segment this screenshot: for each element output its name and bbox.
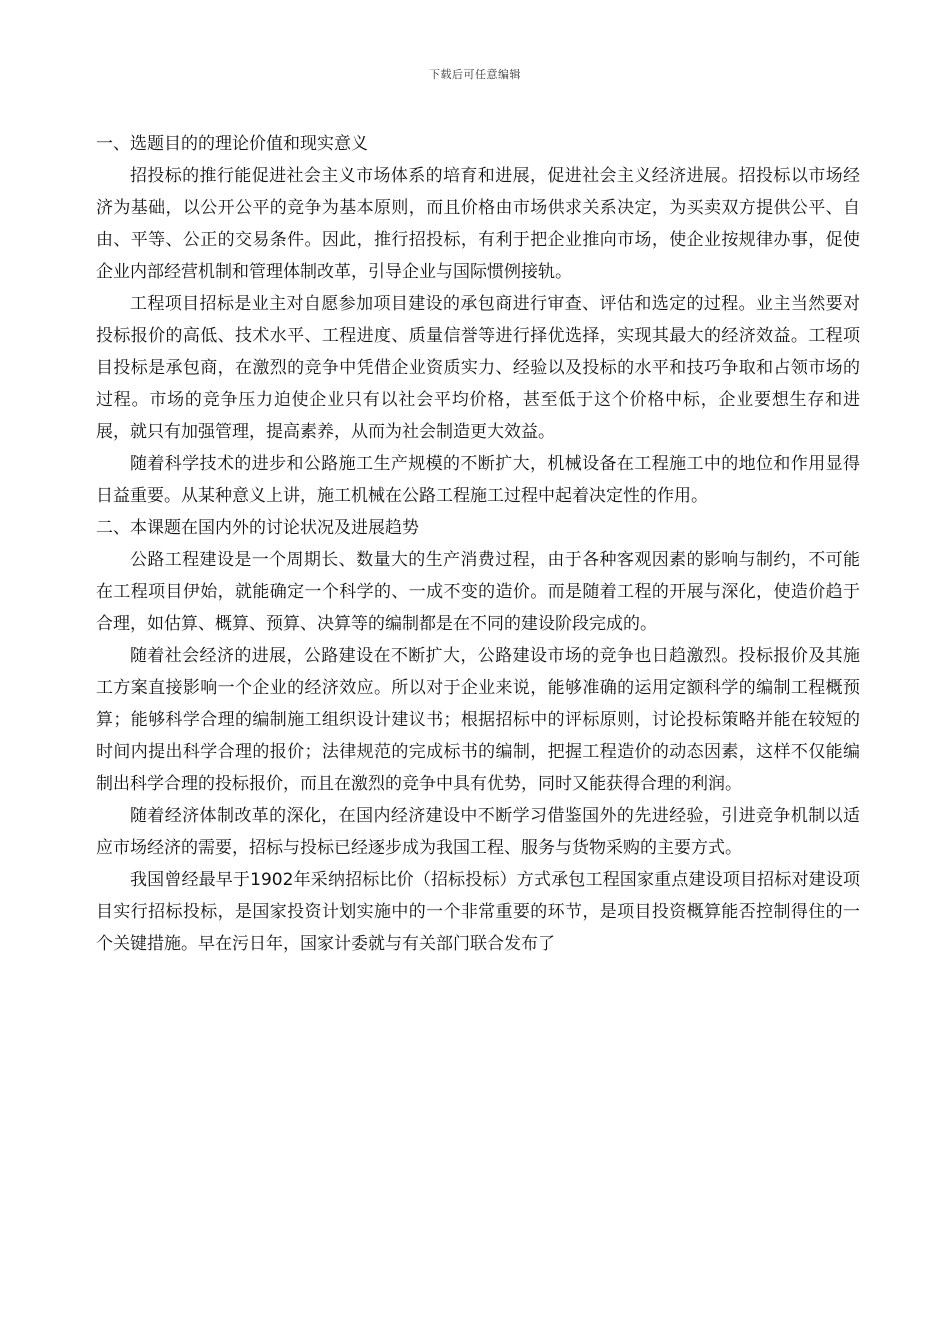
section-2-paragraph-4: 我国曾经最早于1902年采纳招标比价（招标投标）方式承包工程国家重点建设项目招标对建设项目实行招标投标，是国家投资计划实施中的一个非常重要的环节，是项目投资概算能否控制得住的一个关键措施。早在污日年，国家计委就与有关部门联合发布了 — [96, 870, 860, 954]
section-2-paragraph-1: 公路工程建设是一个周期长、数量大的生产消费过程，由于各种客观因素的影响与制约，不可能在工程项目伊始，就能确定一个科学的、一成不变的造价。而是随着工程的开展与深化，使造价趋于合理，如估算、概算、预算、决算等的编制都是在不同的建设阶段完成的。 — [96, 550, 860, 634]
section-2-paragraph-2: 随着社会经济的进展，公路建设在不断扩大，公路建设市场的竞争也日趋激烈。投标报价及其施工方案直接影响一个企业的经济效应。所以对于企业来说，能够准确的运用定额科学的编制工程概预算；能够科学合理的编制施工组织设计建议书；根据招标中的评标原则，讨论投标策略并能在较短的时间内提出科学合理的报价；法律规范的完成标书的编制，把握工程造价的动态因素，这样不仅能编制出科学合理的投标报价，而且在激烈的竞争中具有优势，同时又能获得合理的利润。 — [96, 646, 860, 794]
section-1-paragraph-1: 招投标的推行能促进社会主义市场体系的培育和进展，促进社会主义经济进展。招投标以市场经济为基础，以公开公平的竞争为基本原则，而且价格由市场供求关系决定，为买卖双方提供公平、自由、平等、公正的交易条件。因此，推行招投标，有利于把企业推向市场，使企业按规律办事，促使企业内部经营机制和管理体制改革，引导企业与国际惯例接轨。 — [96, 166, 860, 282]
document-body — [96, 128, 860, 960]
header-note: 下载后可任意编辑 — [429, 68, 521, 81]
section-2-paragraph-3: 随着经济体制改革的深化，在国内经济建设中不断学习借鉴国外的先进经验，引进竞争机制以适应市场经济的需要，招标与投标已经逐步成为我国工程、服务与货物采购的主要方式。 — [96, 806, 860, 858]
section-1-paragraph-3: 随着科学技术的进步和公路施工生产规模的不断扩大，机械设备在工程施工中的地位和作用显得日益重要。从某种意义上讲，施工机械在公路工程施工过程中起着决定性的作用。 — [96, 454, 860, 506]
section-heading-1: 一、选题目的的理论价值和现实意义 — [96, 134, 368, 154]
section-heading-2: 二、本课题在国内外的讨论状况及进展趋势 — [96, 518, 419, 538]
section-1-paragraph-2: 工程项目招标是业主对自愿参加项目建设的承包商进行审查、评估和选定的过程。业主当然要对投标报价的高低、技术水平、工程进度、质量信誉等进行择优选择，实现其最大的经济效益。工程项目投标是承包商，在激烈的竞争中凭借企业资质实力、经验以及投标的水平和技巧争取和占领市场的过程。市场的竞争压力迫使企业只有以社会平均价格，甚至低于这个价格中标，企业要想生存和进展，就只有加强管理，提高素养，从而为社会制造更大效益。 — [96, 294, 860, 442]
